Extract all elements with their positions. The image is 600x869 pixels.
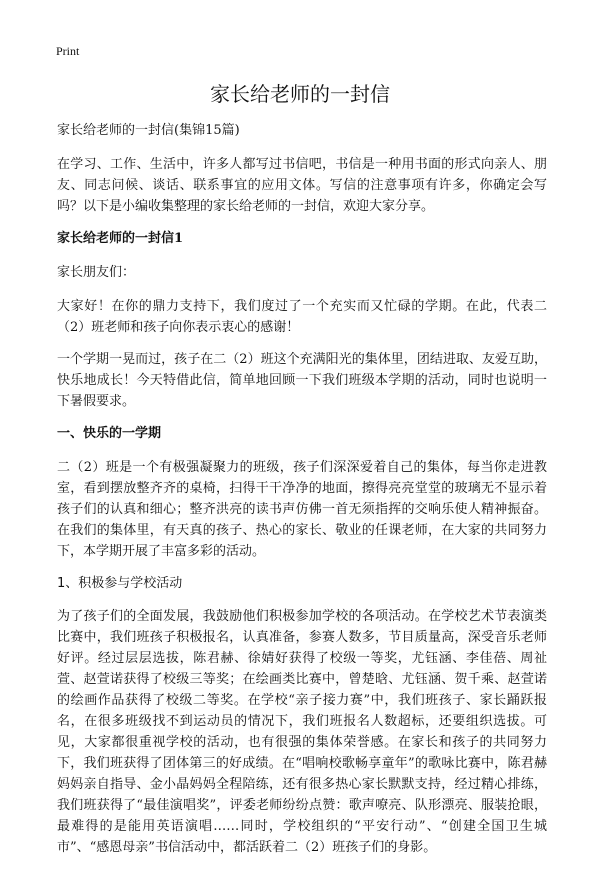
section-heading-letter-1: 家长给老师的一封信1 xyxy=(57,231,184,246)
document-subtitle: 家长给老师的一封信(集锦15篇) xyxy=(57,123,240,138)
paragraph-semester-review: 一个学期一晃而过，孩子在二（2）班这个充满阳光的集体里，团结进取、友爱互助，快乐地成长！今天特借此信，简单地回顾一下我们班级本学期的活动，同时也说明一下暑假要求。 xyxy=(57,352,547,409)
paragraph-school-activities: 为了孩子们的全面发展，我鼓励他们积极参加学校的各项活动。在学校艺术节表演类比赛中，我们班孩子积极报名，认真准备，参赛人数多，节目质量高，深受音乐老师好评。经过层层选拔，陈君赫、徐婧好获得了校级一等奖，尤钰涵、李佳蓓、周祉萱、赵萱诺获得了校级三等奖；在绘画类比赛中，曾楚晗、尤钰涵、贺千乘、赵萱诺的绘画作品获得了校级二等奖。在学校“亲子接力赛”中，我们班孩子、家长踊跃报名，在很多班级找不到运动员的情况下，我们班报名人数超标，还要组织选拔。可见，大家都很重视学校的活动，也有很强的集体荣誉感。在家长和孩子的共同努力下，我们班获得了团体第三的好成绩。在“唱响校歌畅享童年”的歌咏比赛中，陈君赫妈妈亲自指导、金小晶妈妈全程陪练，还有很多热心家长默默支持，经过精心排练，我们班获得了“最佳演唱奖”，评委老师纷纷点赞：歌声嘹亮、队形漂亮、服装抢眼，最难得的是能用英语演唱……同时，学校组织的“平安行动”、“创建全国卫生城市”、“感恩母亲”书信活动中，都活跃着二（2）班孩子们的身影。 xyxy=(57,609,547,855)
paragraph-class-collective: 二（2）班是一个有极强凝聚力的班级，孩子们深深爱着自己的集体，每当你走进教室，看到摆放整齐齐的桌椅，扫得干干净净的地面，擦得亮亮堂堂的玻璃无不显示着孩子们的认真和细心；整齐洪亮的读书声仿佛一首无须指挥的交响乐使人精神振奋。在我们的集体里，有天真的孩子、热心的家长、敬业的任课老师，在大家的共同努力下，本学期开展了丰富多彩的活动。 xyxy=(57,460,547,559)
paragraph-greeting: 大家好！在你的鼎力支持下，我们度过了一个充实而又忙碌的学期。在此，代表二（2）班老师和孩子向你表示衷心的感谢！ xyxy=(57,299,547,335)
intro-paragraph: 在学习、工作、生活中，许多人都写过书信吧，书信是一种用书面的形式向亲人、朋友、同志问候、谈话、联系事宜的应用文体。写信的注意事项有许多，你确定会写吗？以下是小编收集整理的家长给老师的一封信，欢迎大家分享。 xyxy=(57,157,547,214)
page-title: 家长给老师的一封信 xyxy=(210,82,390,106)
section-heading-happy-semester: 一、快乐的一学期 xyxy=(57,426,162,441)
print-label: Print xyxy=(56,44,80,58)
sub-heading-school-activities: 1、积极参与学校活动 xyxy=(57,576,183,591)
document-body xyxy=(57,120,547,869)
salutation: 家长朋友们： xyxy=(57,265,136,280)
